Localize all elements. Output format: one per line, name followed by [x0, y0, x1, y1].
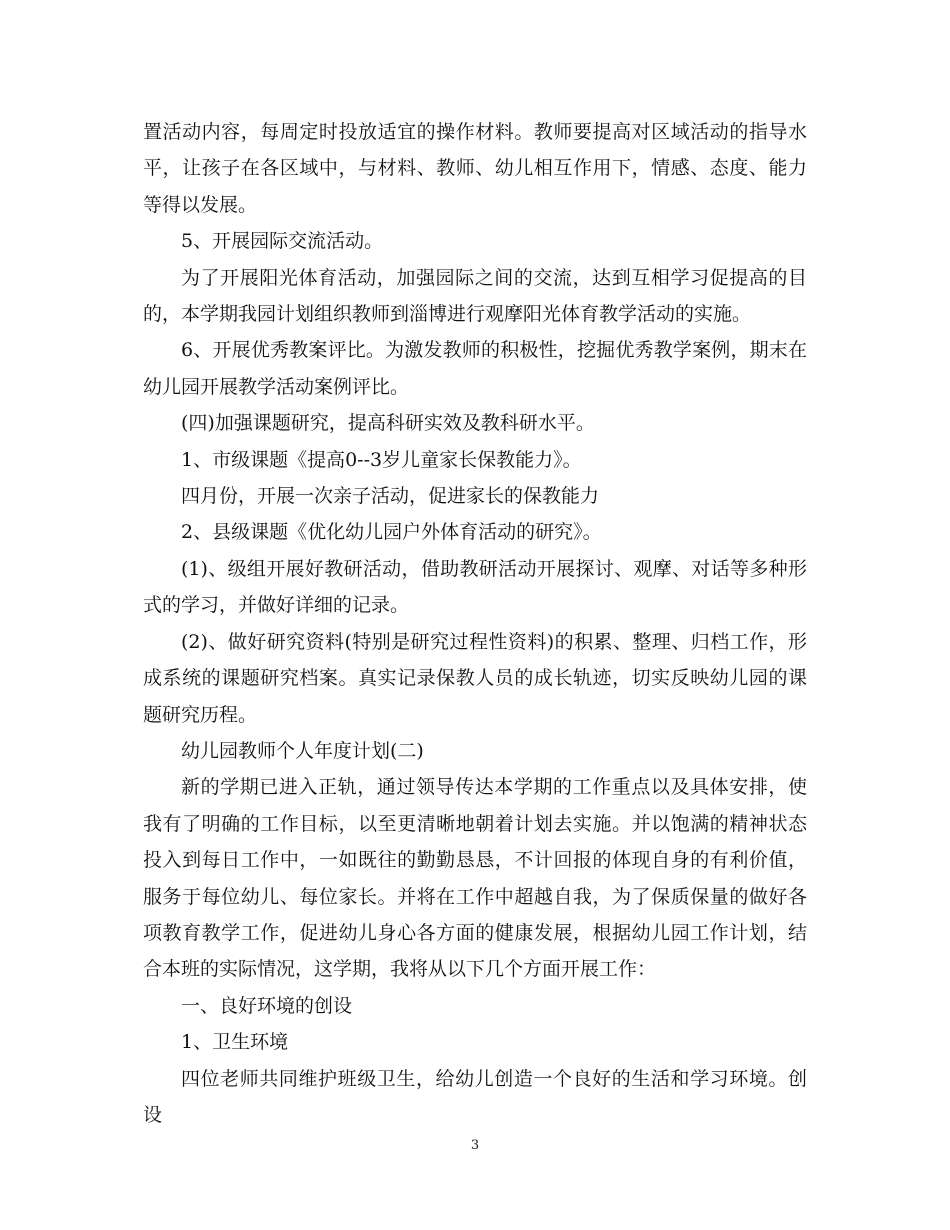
subsection-heading: 1、卫生环境 — [181, 1031, 289, 1054]
paragraph: 新的学期已进入正轨，通过领导传达本学期的工作重点以及具体安排，使我有了明确的工作目标，以至更清晰地朝着计划去实施。并以饱满的精神状态投入到每日工作中，一如既往的勤勤恳恳，不计回报的体现自身的有利价值，服务于每位幼儿、每位家长。并将在工作中超越自我，为了保质保量的做好各项教育教学工作，促进幼儿身心各方面的健康发展，根据幼儿园工作计划，结合本班的实际情况，这学期，我将从以下几个方面开展工作： — [143, 776, 807, 981]
paragraph: 四月份，开展一次亲子活动，促进家长的保教能力 — [181, 485, 600, 508]
paragraph: 5、开展园际交流活动。 — [181, 230, 384, 253]
paragraph: 2、县级课题《优化幼儿园户外体育活动的研究》。 — [181, 521, 602, 544]
paragraph: 为了开展阳光体育活动，加强园际之间的交流，达到互相学习促提高的目的，本学期我园计划组织教师到淄博进行观摩阳光体育教学活动的实施。 — [143, 266, 807, 326]
section-heading: 一、良好环境的创设 — [181, 994, 353, 1017]
paragraph: 置活动内容，每周定时投放适宜的操作材料。教师要提高对区域活动的指导水平，让孩子在各区域中，与材料、教师、幼儿相互作用下，情感、态度、能力等得以发展。 — [143, 121, 807, 216]
page-number: 3 — [470, 1138, 480, 1153]
paragraph: 1、市级课题《提高0--3岁儿童家长保教能力》。 — [181, 448, 582, 471]
document-body — [143, 114, 807, 1133]
paragraph: 6、开展优秀教案评比。为激发教师的积极性，挖掘优秀教学案例，期末在幼儿园开展教学活动案例评比。 — [143, 339, 807, 398]
paragraph: (1)、级组开展好教研活动，借助教研活动开展探讨、观摩、对话等多种形式的学习，并做好详细的记录。 — [143, 557, 807, 617]
paragraph: 四位老师共同维护班级卫生，给幼儿创造一个良好的生活和学习环境。创设 — [143, 1067, 807, 1126]
paragraph: (2)、做好研究资料(特别是研究过程性资料)的积累、整理、归档工作，形成系统的课题研究档案。真实记录保教人员的成长轨迹，切实反映幼儿园的课题研究历程。 — [143, 630, 807, 726]
document-subtitle: 幼儿园教师个人年度计划(二) — [181, 739, 424, 762]
section-heading: (四)加强课题研究，提高科研实效及教科研水平。 — [181, 412, 595, 435]
